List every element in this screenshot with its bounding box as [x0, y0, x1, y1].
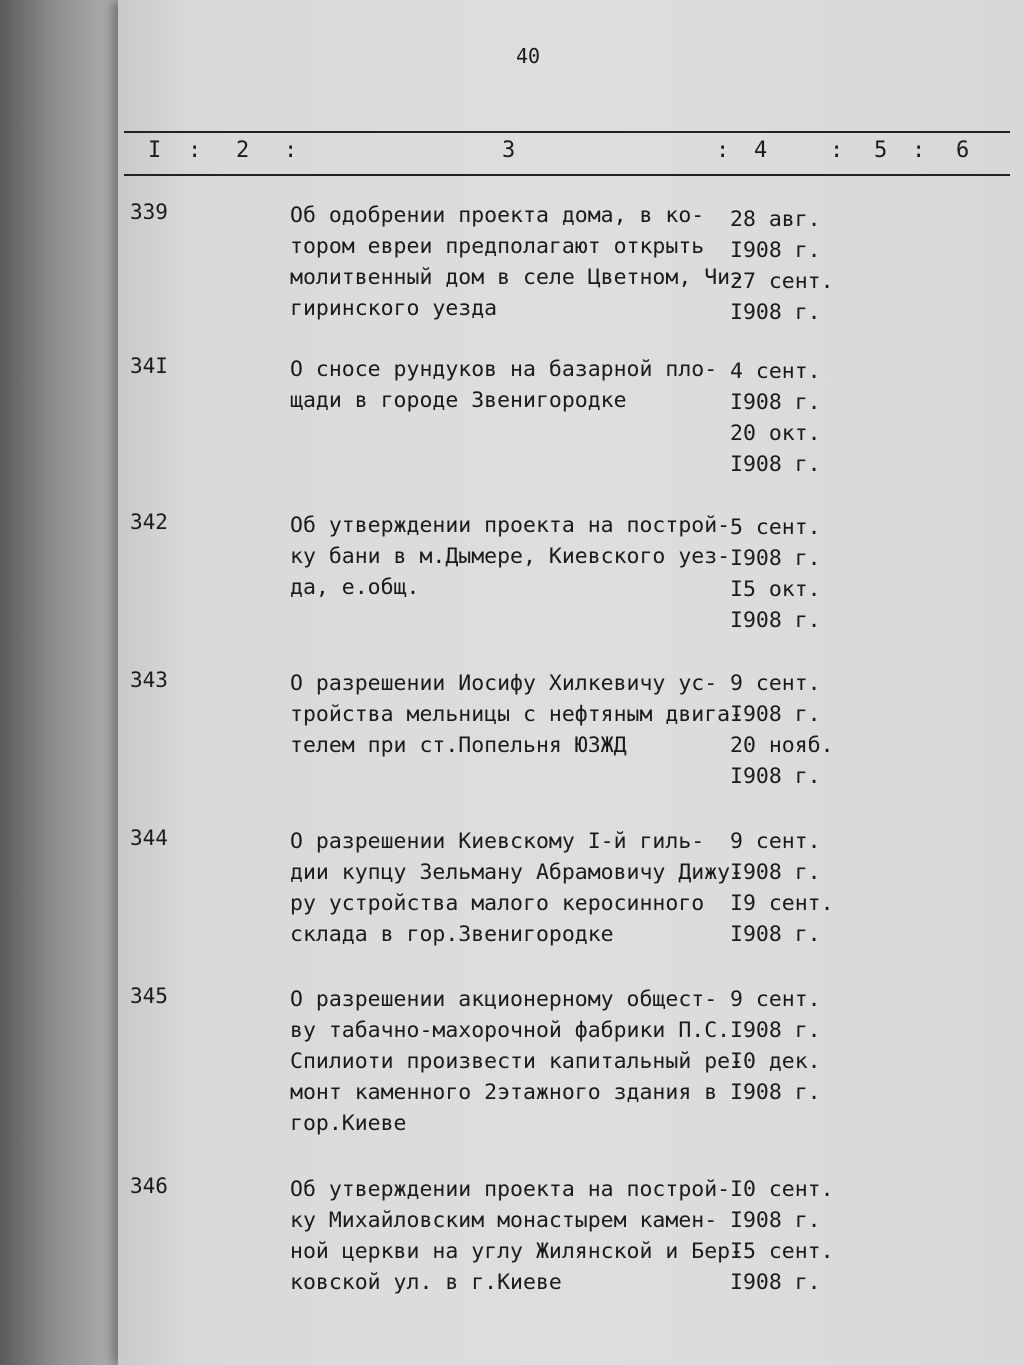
entry-text-line: да, е.общ.	[290, 575, 420, 600]
entry-date-start: 28 авг.	[730, 207, 821, 232]
column-header-1: I	[148, 138, 162, 163]
entry-text-line: Об одобрении проекта дома, в ко-	[290, 203, 705, 228]
column-separator: :	[188, 138, 202, 163]
entry-number: 342	[130, 510, 168, 534]
header-rule-bottom	[124, 174, 1010, 176]
entry-date-end-year: I908 г.	[730, 452, 821, 477]
column-header-4: 4	[754, 138, 768, 163]
entry-date-end-year: I908 г.	[730, 608, 821, 633]
entry-number: 345	[130, 984, 168, 1008]
header-rule-top	[124, 131, 1010, 133]
entry-date-start: 9 сент.	[730, 987, 821, 1012]
entry-date-start: I0 сент.	[730, 1177, 834, 1202]
entry-text-line: Об утверждении проекта на построй-	[290, 513, 731, 538]
entry-date-end: I0 дек.	[730, 1049, 821, 1074]
entry-text-line: О разрешении акционерному общест-	[290, 987, 718, 1012]
column-separator: :	[716, 138, 730, 163]
column-separator: :	[912, 138, 926, 163]
column-separator: :	[830, 138, 844, 163]
entry-date-start-year: I908 г.	[730, 702, 821, 727]
entry-date-end-year: I908 г.	[730, 1080, 821, 1105]
entry-date-end: I5 сент.	[730, 1239, 834, 1264]
entry-text-line: щади в городе Звенигородке	[290, 388, 627, 413]
entry-text-line: ру устройства малого керосинного	[290, 891, 705, 916]
entry-text-line: ку бани в м.Дымере, Киевского уез-	[290, 544, 731, 569]
column-separator: :	[284, 138, 298, 163]
entry-date-start: 9 сент.	[730, 829, 821, 854]
entry-text-line: молитвенный дом в селе Цветном, Чи-	[290, 265, 744, 290]
entry-date-start-year: I908 г.	[730, 1208, 821, 1233]
entry-date-end-year: I908 г.	[730, 764, 821, 789]
column-header-2: 2	[236, 138, 250, 163]
entry-text-line: тройства мельницы с нефтяным двига-	[290, 702, 744, 727]
entry-text-line: Об утверждении проекта на построй-	[290, 1177, 731, 1202]
entry-text-line: О разрешении Киевскому I-й гиль-	[290, 829, 705, 854]
entry-date-end: 27 сент.	[730, 269, 834, 294]
page-number: 40	[515, 44, 541, 68]
entry-date-start-year: I908 г.	[730, 238, 821, 263]
entry-date-start: 4 сент.	[730, 359, 821, 384]
entry-date-end-year: I908 г.	[730, 1270, 821, 1295]
entry-date-start-year: I908 г.	[730, 390, 821, 415]
entry-date-start: 9 сент.	[730, 671, 821, 696]
column-header-5: 5	[874, 138, 888, 163]
entry-date-start-year: I908 г.	[730, 546, 821, 571]
entry-text-line: гиринского уезда	[290, 296, 498, 321]
entry-text-line: О сносе рундуков на базарной пло-	[290, 357, 718, 382]
entry-date-end-year: I908 г.	[730, 300, 821, 325]
column-header-6: 6	[956, 138, 970, 163]
entry-number: 344	[130, 826, 168, 850]
entry-date-end: I9 сент.	[730, 891, 834, 916]
entry-date-end-year: I908 г.	[730, 922, 821, 947]
entry-text-line: склада в гор.Звенигородке	[290, 922, 614, 947]
entry-date-start-year: I908 г.	[730, 1018, 821, 1043]
entry-text-line: ку Михайловским монастырем камен-	[290, 1208, 718, 1233]
entry-text-line: дии купцу Зельману Абрамовичу Дижу-	[290, 860, 744, 885]
entry-date-end: 20 окт.	[730, 421, 821, 446]
entry-number: 34I	[130, 354, 168, 378]
entry-text-line: гор.Киеве	[290, 1111, 407, 1136]
entry-date-end: 20 нояб.	[730, 733, 834, 758]
entry-text-line: ной церкви на углу Жилянской и Бер-	[290, 1239, 744, 1264]
entry-text-line: Спилиоти произвести капитальный ре-	[290, 1049, 744, 1074]
column-header-3: 3	[502, 138, 516, 163]
entry-text-line: тором евреи предполагают открыть	[290, 234, 705, 259]
entry-number: 339	[130, 200, 168, 224]
entry-text-line: монт каменного 2этажного здания в	[290, 1080, 718, 1105]
book-binding-shadow	[0, 0, 130, 1365]
entry-date-start: 5 сент.	[730, 515, 821, 540]
entry-number: 346	[130, 1174, 168, 1198]
entry-text-line: телем при ст.Попельня ЮЗЖД	[290, 733, 627, 758]
entry-date-start-year: I908 г.	[730, 860, 821, 885]
entry-text-line: О разрешении Иосифу Хилкевичу ус-	[290, 671, 718, 696]
entry-text-line: ковской ул. в г.Киеве	[290, 1270, 562, 1295]
document-page	[118, 0, 1024, 1365]
entry-number: 343	[130, 668, 168, 692]
entry-text-line: ву табачно-махорочной фабрики П.С.	[290, 1018, 731, 1043]
entry-date-end: I5 окт.	[730, 577, 821, 602]
